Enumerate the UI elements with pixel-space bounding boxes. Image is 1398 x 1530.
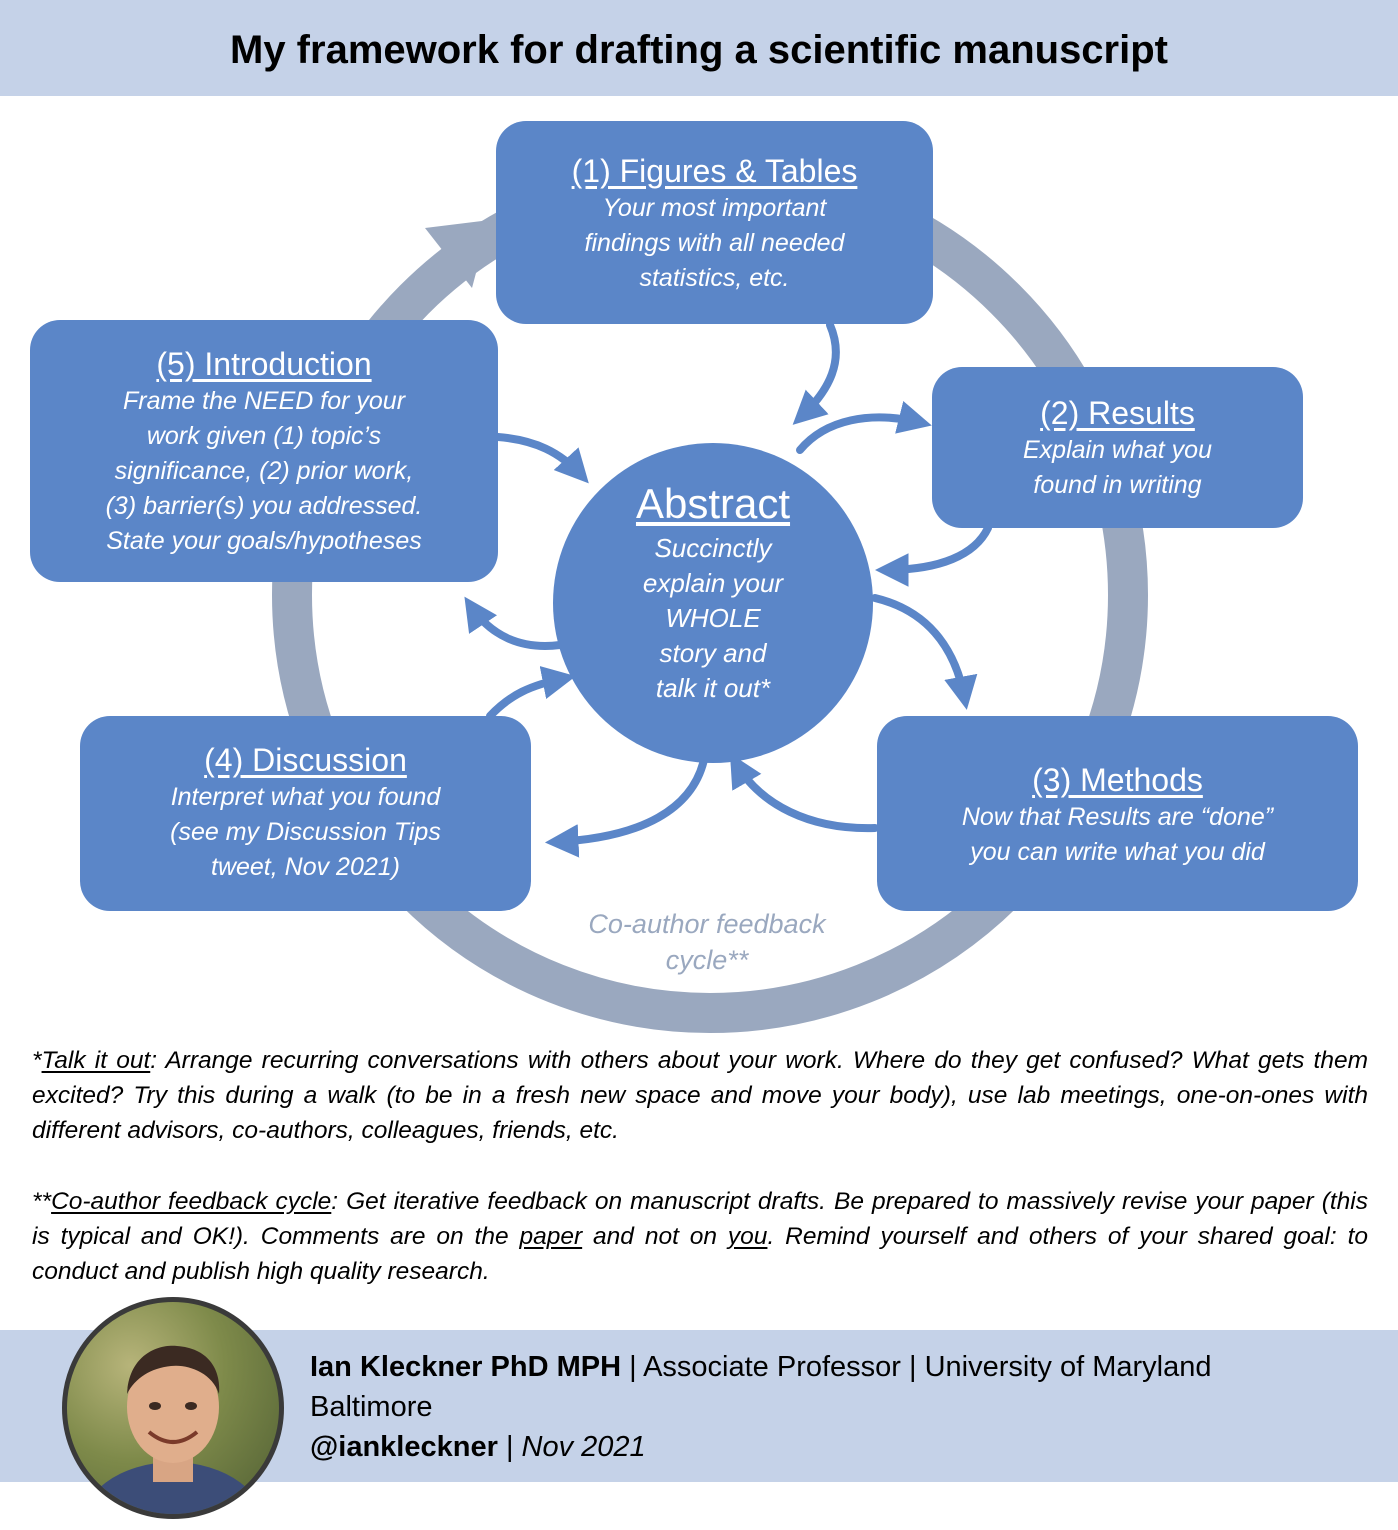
step-title: (4) Discussion <box>204 742 407 778</box>
step-description: Explain what you found in writing <box>1022 436 1212 499</box>
separator: | <box>497 1431 522 1463</box>
abstract-description: Succinctly explain your WHOLE story and talk it out* <box>642 533 784 703</box>
portrait-photo-icon <box>62 1297 284 1519</box>
cycle-label: Co-author feedback cycle** <box>588 909 826 975</box>
arrow-introduction-to-abstract <box>498 437 582 476</box>
page-title: My framework for drafting a scientific manuscript <box>230 28 1168 72</box>
arrow-results-to-abstract <box>885 528 988 570</box>
note-word-you: you <box>727 1223 768 1250</box>
note-text: . Remind yourself and others of your shared goal: to conduct and publish high quality research. <box>32 1223 1369 1285</box>
step-methods <box>877 716 1358 911</box>
arrow-abstract-to-discussion <box>555 755 705 842</box>
note-term: Co-author feedback cycle <box>51 1188 332 1215</box>
step-description: Now that Results are “done” you can write what you did <box>961 803 1274 866</box>
step-title: (5) Introduction <box>156 346 372 382</box>
note-prefix: ** <box>32 1188 52 1215</box>
arrow-figures-to-abstract <box>800 325 836 418</box>
arrow-methods-to-abstract <box>735 762 875 828</box>
note-term: Talk it out <box>41 1047 151 1074</box>
step-figures-tables <box>496 121 933 324</box>
author-role: | Associate Professor | University of Maryland Baltimore <box>310 1351 1212 1423</box>
arrow-abstract-to-methods <box>875 598 965 700</box>
note-text: : Get iterative feedback on manuscript drafts. Be prepared to massively revise your paper (this is typical and OK!). Comments are on the <box>32 1188 1368 1250</box>
author-credit <box>310 1347 1270 1467</box>
footnote-feedback-cycle <box>32 1184 1368 1289</box>
note-word-paper: paper <box>519 1223 583 1250</box>
step-discussion <box>80 716 531 911</box>
step-results <box>932 367 1303 528</box>
arrow-abstract-to-introduction <box>470 605 560 646</box>
abstract-circle <box>553 443 873 763</box>
footnote-talk-it-out <box>32 1043 1368 1148</box>
header-bar <box>0 0 1398 96</box>
step-title: (1) Figures & Tables <box>571 153 858 189</box>
step-title: (3) Methods <box>1032 762 1203 798</box>
step-description: Interpret what you found (see my Discussion Tips tweet, Nov 2021) <box>170 783 441 881</box>
note-text: and not on <box>582 1223 728 1250</box>
note-text: : Arrange recurring conversations with others about your work. Where do they get confused? What gets them excited? Try this during a walk (to be in a fresh new space and move your body), use lab meetings, one-on-ones with different advisors, co-authors, colleagues, friends, etc. <box>32 1047 1368 1144</box>
step-introduction <box>30 320 498 582</box>
author-name: Ian Kleckner PhD MPH <box>310 1351 622 1383</box>
twitter-handle: @iankleckner <box>310 1431 498 1463</box>
abstract-title: Abstract <box>635 480 791 527</box>
step-description: Your most important findings with all needed statistics, etc. <box>584 194 845 292</box>
arrow-abstract-to-results <box>800 417 922 450</box>
note-prefix: * <box>32 1047 42 1074</box>
step-title: (2) Results <box>1040 395 1195 431</box>
step-description: Frame the NEED for your work given (1) topic’s significance, (2) prior work, (3) barrier(s) you addressed. State your goals/hypotheses <box>105 387 423 555</box>
credit-date: Nov 2021 <box>521 1431 646 1463</box>
